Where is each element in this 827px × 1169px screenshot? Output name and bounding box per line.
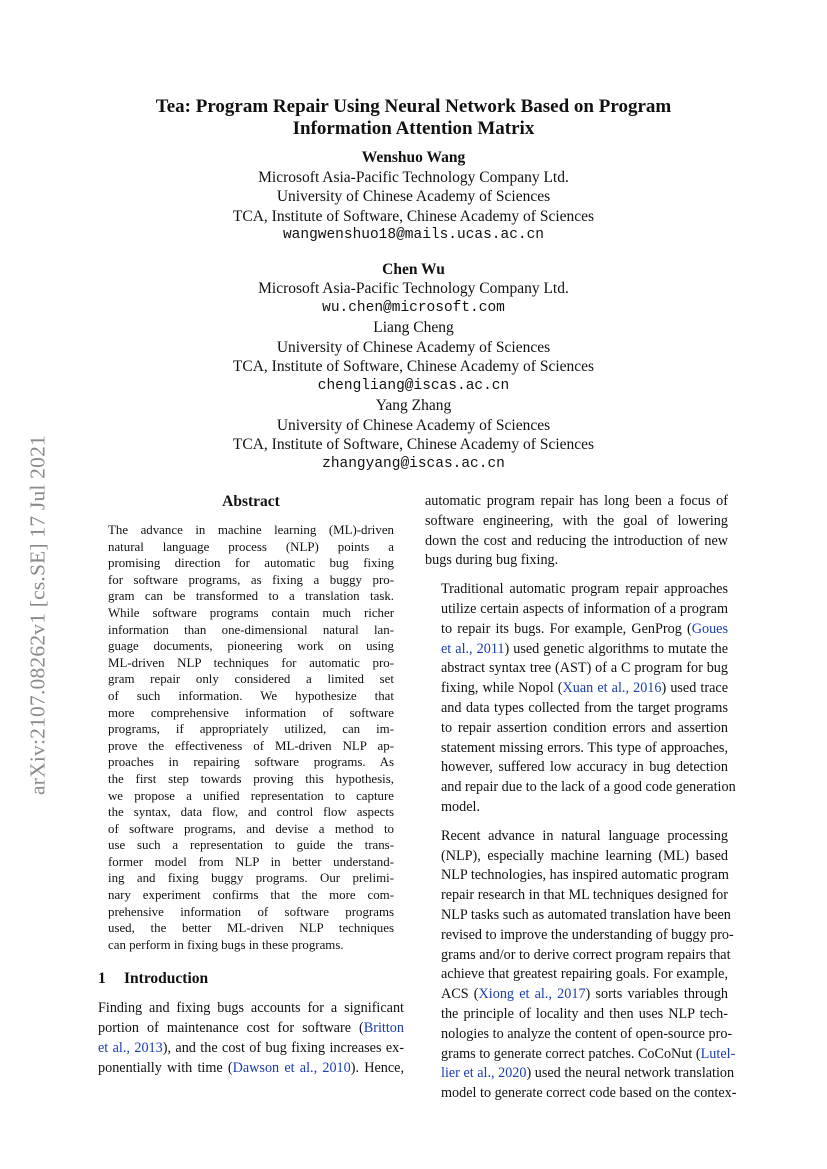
text-line: promising direction for automatic bug fixing (108, 556, 394, 571)
text-line: information than one-dimensional natural lan- (108, 622, 394, 637)
text-line: former model from NLP in better understand- (108, 854, 394, 869)
text-line: ACS (Xiong et al., 2017) sorts variables through (441, 986, 729, 1003)
text-line: and repair due to the lack of a good code generation (441, 779, 736, 796)
intro-paragraph (98, 999, 404, 1078)
text-line: can perform in fixing bugs in these programs. (108, 937, 344, 952)
text-line: fixing, while Nopol (Xuan et al., 2016) used trace (441, 680, 728, 697)
text-line: automatic program repair has long been a focus of (425, 493, 728, 509)
text-line: of such information. We hypothesize that (108, 688, 394, 703)
title-line-2: Information Attention Matrix (292, 118, 535, 139)
text-line: gram can be transformed to a translation task. (108, 589, 394, 604)
author-email[interactable]: wangwenshuo18@mails.ucas.ac.cn (282, 227, 545, 243)
author-affiliation: University of Chinese Academy of Sciences (276, 188, 551, 205)
citation-link[interactable]: Goues (691, 620, 728, 637)
citation-link[interactable]: et al., 2011 (441, 640, 505, 657)
section-number: 1 (98, 970, 106, 988)
text-line: NLP tasks such as automated translation have been (441, 906, 731, 923)
text-line: Finding and fixing bugs accounts for a significant (98, 1000, 404, 1017)
text-line: et al., 2013), and the cost of bug fixing increases ex- (98, 1040, 404, 1057)
text-line: Recent advance in natural language processing (441, 827, 728, 844)
author-affiliation: Microsoft Asia-Pacific Technology Company Ltd. (258, 280, 569, 297)
author-name: Yang Zhang (375, 397, 452, 414)
left-column (98, 492, 404, 1079)
text-line: repair research in that ML techniques designed for (441, 887, 728, 904)
text-line: The advance in machine learning (ML)-driven (108, 523, 394, 537)
author-affiliation: TCA, Institute of Software, Chinese Academy of Sciences (232, 358, 595, 375)
text-line: portion of maintenance cost for software (Britton (98, 1020, 404, 1037)
author-affiliation: University of Chinese Academy of Sciences (276, 338, 551, 356)
text-line: used, the better ML-driven NLP techniques (108, 921, 394, 936)
text-line: to repair its bugs. For example, GenProg (Goues (441, 620, 728, 637)
text-line: ponentially with time (Dawson et al., 2010). Hence, (98, 1059, 404, 1076)
text-line: et al., 2011) used genetic algorithms to mutate the (441, 640, 729, 657)
author-email[interactable]: wu.chen@microsoft.com (322, 299, 505, 316)
author-block (120, 148, 707, 474)
text-line: for software programs, as fixing a buggy pro- (108, 572, 394, 587)
author-email[interactable]: zhangyang@iscas.ac.cn (322, 455, 505, 472)
text-line: achieve that greatest repairing goals. For example, (441, 966, 728, 983)
citation-link[interactable]: Xuan et al., 2016 (562, 680, 662, 697)
citation-link[interactable]: lier et al., 2020 (441, 1065, 527, 1082)
abstract-heading: Abstract (222, 493, 280, 510)
right-column (425, 492, 737, 1104)
text-line: proaches in repairing software programs. As (108, 755, 394, 770)
citation-link[interactable]: Xiong et al., 2017 (478, 986, 586, 1003)
section-heading-introduction (98, 969, 404, 989)
text-line: grams to generate correct patches. CoCoNut (Lutel- (441, 1045, 736, 1062)
text-line: grams and/or to derive correct program repairs that (441, 946, 731, 963)
text-line: however, suffered low accuracy in bug detection (441, 759, 728, 776)
text-line: programs, if appropriately utilized, can im- (108, 722, 394, 737)
text-line: the first step towards proving this hypothesis, (108, 771, 394, 786)
text-line: natural language process (NLP) points a (108, 539, 394, 554)
text-line: statement missing errors. This type of approaches, (441, 739, 728, 756)
text-line: down the cost and reducing the introduction of new (425, 532, 728, 549)
text-line: software engineering, with the goal of lowering (425, 512, 728, 529)
text-line: revised to improve the understanding of buggy pro- (441, 926, 734, 943)
text-line: prove the effectiveness of ML-driven NLP ap- (108, 738, 394, 753)
text-line: ML-driven NLP techniques for automatic pro- (108, 655, 394, 670)
text-line: prehensive information of software programs (108, 904, 394, 919)
text-line: abstract syntax tree (AST) of a C program for bug (441, 660, 728, 677)
author-affiliation: Microsoft Asia-Pacific Technology Company Ltd. (258, 168, 569, 186)
citation-link[interactable]: Britton (363, 1020, 404, 1037)
section-title: Introduction (124, 970, 209, 988)
arxiv-identifier: arXiv:2107.08262v1 [cs.SE] 17 Jul 2021 (25, 435, 50, 795)
author-affiliation: TCA, Institute of Software, Chinese Academy of Sciences (232, 207, 595, 225)
text-line: (NLP), especially machine learning (ML) based (441, 847, 728, 864)
author-name: Liang Cheng (373, 319, 454, 336)
text-line: bugs during bug fixing. (425, 552, 559, 569)
text-line: nary experiment confirms that the more com- (108, 888, 394, 903)
author-name: Chen Wu (382, 260, 445, 278)
text-line: nologies to analyze the content of open-source pro- (441, 1025, 733, 1042)
text-line: use such a representation to guide the trans- (108, 838, 394, 853)
text-line: model. (441, 798, 481, 815)
text-line: and data types collected from the target programs (441, 699, 728, 716)
text-line: NLP technologies, has inspired automatic program (441, 867, 729, 884)
text-line: of software programs, and devise a method to (108, 821, 394, 836)
author-email[interactable]: chengliang@iscas.ac.cn (317, 377, 510, 394)
text-line: utilize certain aspects of information of a program (441, 600, 728, 617)
title-line-1: Tea: Program Repair Using Neural Network Based on Program (155, 96, 672, 117)
text-line: the syntax, data flow, and control flow aspects (108, 805, 394, 820)
citation-link[interactable]: et al., 2013 (98, 1040, 163, 1057)
text-line: more comprehensive information of software (108, 705, 394, 720)
text-line: model to generate correct code based on the contex- (441, 1085, 737, 1102)
text-line: gram repair only considered a limited set (108, 672, 394, 687)
paragraph-nlp-repair (425, 827, 737, 1104)
citation-link[interactable]: Lutel- (700, 1045, 736, 1062)
paragraph-traditional-repair (425, 580, 736, 818)
text-line: we propose a unified representation to capture (108, 788, 394, 803)
paper-title (100, 96, 727, 140)
text-line: guage documents, pioneering work on using (108, 639, 394, 654)
intro-paragraph-continued (425, 492, 728, 571)
abstract-body (108, 522, 394, 953)
author-name: Wenshuo Wang (361, 149, 466, 166)
text-line: the principle of locality and then uses NLP tech- (441, 1005, 728, 1022)
text-line: ing and fixing buggy programs. Our prelimi- (108, 871, 394, 886)
author-affiliation: University of Chinese Academy of Sciences (276, 416, 551, 434)
text-line: Traditional automatic program repair approaches (441, 581, 728, 598)
text-line: lier et al., 2020) used the neural network translation (441, 1065, 735, 1082)
arxiv-sidebar (8, 380, 68, 850)
text-line: While software programs contain much richer (108, 605, 394, 620)
text-line: to repair assertion condition errors and assertion (441, 719, 728, 736)
author-affiliation: TCA, Institute of Software, Chinese Academy of Sciences (232, 436, 595, 453)
citation-link[interactable]: Dawson et al., 2010 (232, 1059, 351, 1076)
